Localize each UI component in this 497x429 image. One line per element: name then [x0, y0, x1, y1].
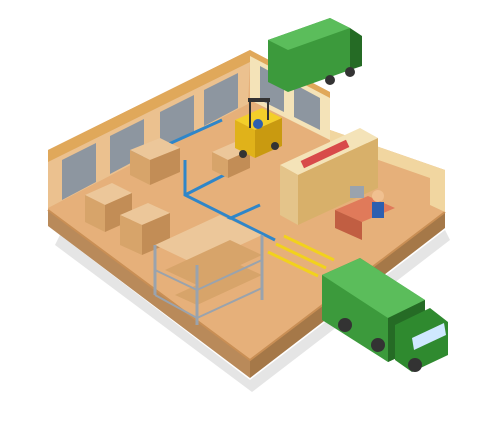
computer-icon	[350, 186, 364, 198]
worker-icon	[372, 190, 384, 202]
worker-icon	[253, 119, 263, 129]
truck-icon	[268, 18, 362, 92]
truck-icon	[322, 258, 448, 372]
